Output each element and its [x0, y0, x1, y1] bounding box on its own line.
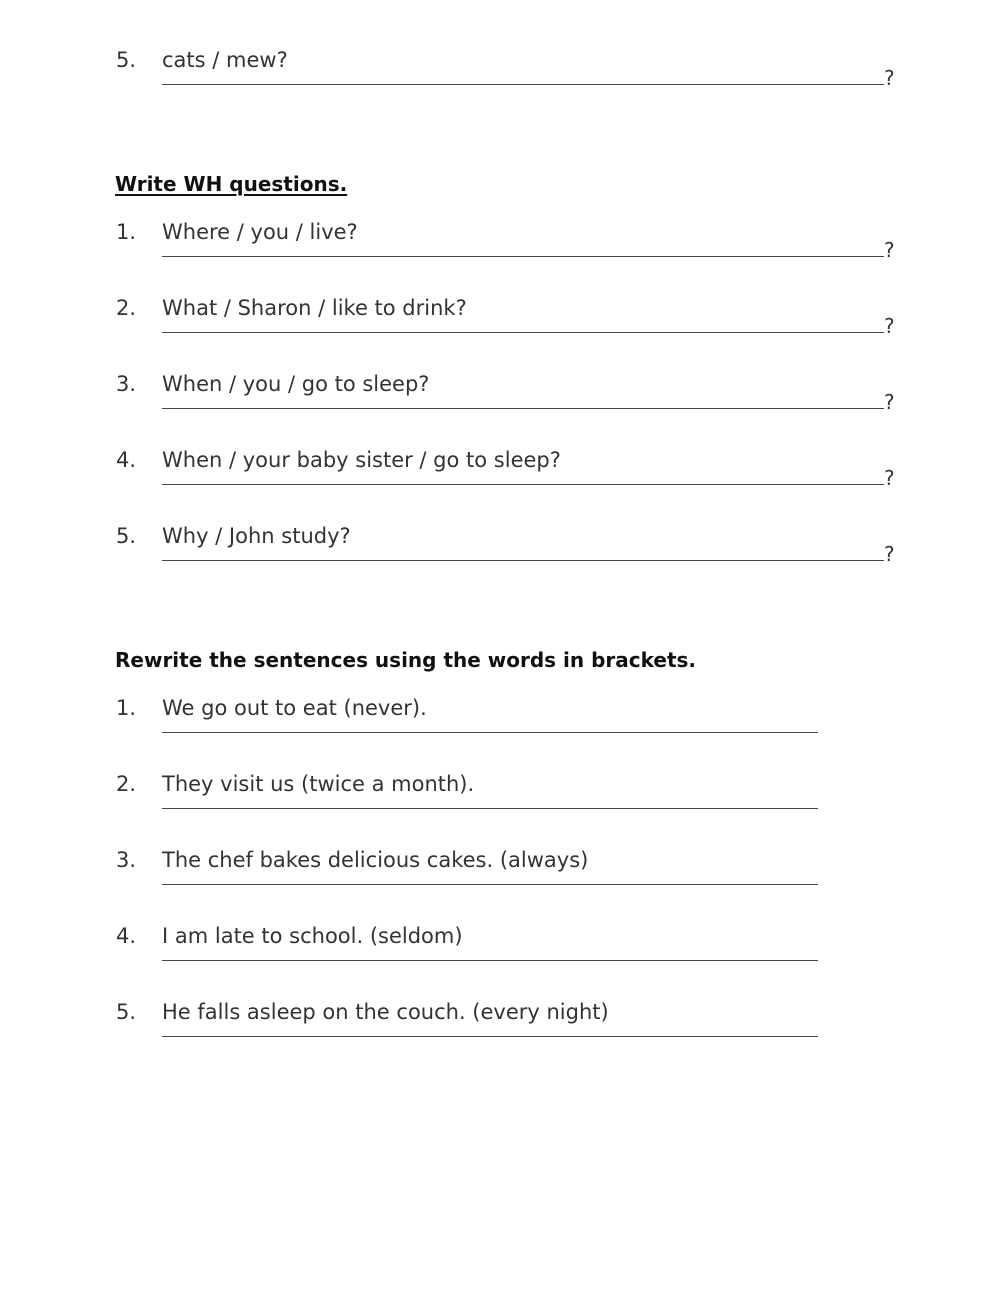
question-mark: ? [884, 542, 895, 566]
question-mark: ? [884, 238, 895, 262]
item-number: 1. [116, 220, 137, 244]
answer-line[interactable] [162, 484, 884, 485]
exercise-item [0, 924, 1000, 964]
item-prompt: I am late to school. (seldom) [162, 924, 463, 948]
item-number: 4. [116, 448, 137, 472]
exercise-item [0, 1000, 1000, 1040]
answer-line[interactable] [162, 1036, 818, 1037]
answer-line[interactable] [162, 256, 884, 257]
item-number: 5. [116, 1000, 137, 1024]
item-prompt: When / you / go to sleep? [162, 372, 430, 396]
answer-line[interactable] [162, 560, 884, 561]
question-mark: ? [884, 314, 895, 338]
question-mark: ? [884, 66, 895, 90]
item-number: 3. [116, 372, 137, 396]
exercise-item [0, 296, 1000, 336]
item-prompt: What / Sharon / like to drink? [162, 296, 467, 320]
section-heading-rewrite: Rewrite the sentences using the words in brackets. [115, 648, 697, 672]
item-prompt: Where / you / live? [162, 220, 358, 244]
item-prompt: The chef bakes delicious cakes. (always) [162, 848, 589, 872]
exercise-item [0, 48, 1000, 88]
item-number: 3. [116, 848, 137, 872]
answer-line[interactable] [162, 808, 818, 809]
question-mark: ? [884, 390, 895, 414]
exercise-item [0, 524, 1000, 564]
item-number: 4. [116, 924, 137, 948]
item-prompt: cats / mew? [162, 48, 288, 72]
item-number: 2. [116, 772, 137, 796]
item-number: 2. [116, 296, 137, 320]
section-heading-wh-questions: Write WH questions. [115, 172, 348, 196]
exercise-item [0, 448, 1000, 488]
exercise-item [0, 848, 1000, 888]
exercise-item [0, 772, 1000, 812]
exercise-item [0, 220, 1000, 260]
question-mark: ? [884, 466, 895, 490]
answer-line[interactable] [162, 332, 884, 333]
answer-line[interactable] [162, 732, 818, 733]
item-prompt: We go out to eat (never). [162, 696, 427, 720]
answer-line[interactable] [162, 960, 818, 961]
answer-line[interactable] [162, 884, 818, 885]
item-prompt: When / your baby sister / go to sleep? [162, 448, 561, 472]
item-prompt: Why / John study? [162, 524, 351, 548]
answer-line[interactable] [162, 408, 884, 409]
exercise-item [0, 372, 1000, 412]
item-number: 5. [116, 524, 137, 548]
item-number: 1. [116, 696, 137, 720]
item-number: 5. [116, 48, 137, 72]
item-prompt: He falls asleep on the couch. (every night) [162, 1000, 609, 1024]
answer-line[interactable] [162, 84, 884, 85]
exercise-item [0, 696, 1000, 736]
item-prompt: They visit us (twice a month). [162, 772, 475, 796]
